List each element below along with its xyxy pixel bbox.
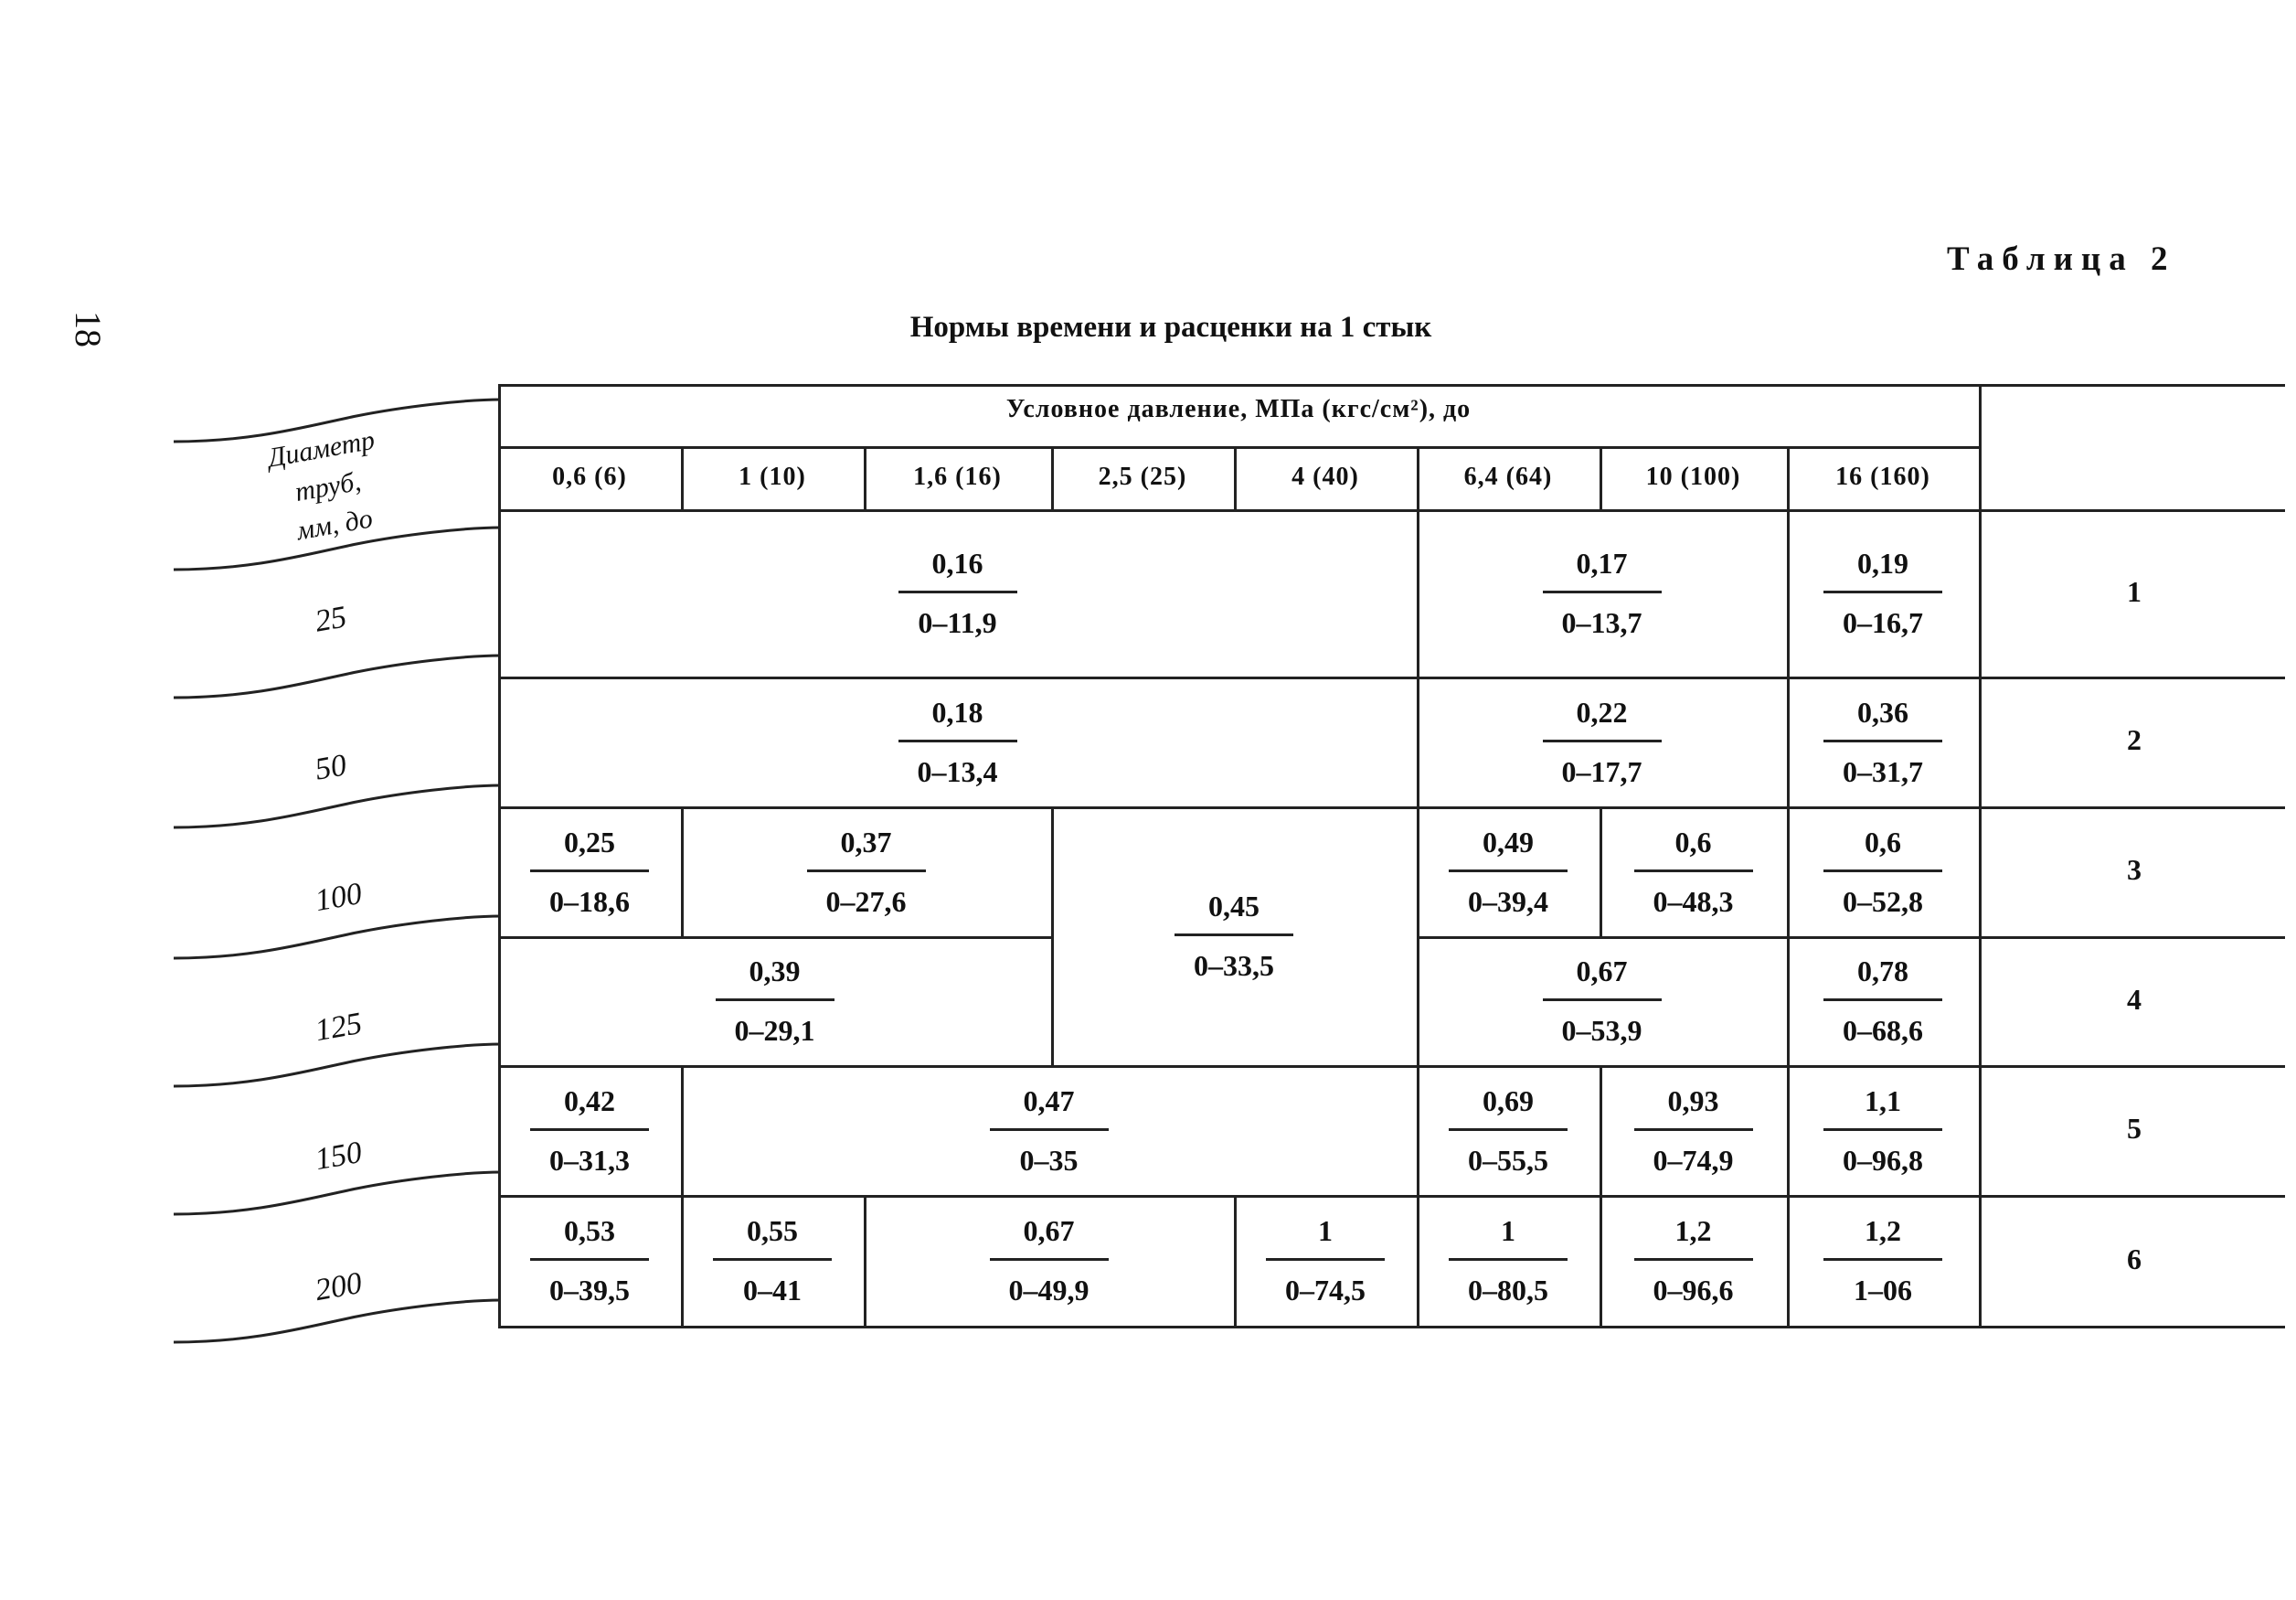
stub-header-line-3: мм, до: [294, 503, 376, 547]
norm-price-cell: [864, 1195, 1234, 1326]
norm-price-cell: [1051, 806, 1417, 1065]
time-norm: 0,17: [1576, 547, 1628, 580]
row-rule: [1979, 936, 2285, 939]
norm-price-cell: [681, 1195, 864, 1326]
fraction-bar: [1634, 1128, 1753, 1131]
norm-price-cell: [498, 1195, 681, 1326]
price-rate: 0–31,3: [549, 1143, 630, 1177]
price-rate: 0–52,8: [1843, 884, 1923, 918]
pressure-column-header: 16 (160): [1835, 463, 1930, 491]
row-number: 4: [2127, 982, 2142, 1016]
time-norm: 0,93: [1667, 1083, 1719, 1117]
table-bottom-rule: [498, 1326, 2285, 1328]
stub-header-line-2: труб,: [292, 465, 364, 508]
price-rate: 0–16,7: [1843, 606, 1923, 639]
price-rate: 0–96,8: [1843, 1143, 1923, 1177]
time-norm: 1: [1318, 1214, 1333, 1247]
stub-wave-line: [174, 656, 501, 698]
time-norm: 0,16: [931, 547, 983, 580]
fraction-bar: [1449, 1258, 1568, 1261]
price-rate: 0–53,9: [1561, 1014, 1642, 1047]
stub-wave-line: [174, 1172, 501, 1214]
diameter-label: 125: [313, 1006, 365, 1048]
diameter-label: 200: [313, 1265, 365, 1307]
price-rate: 0–27,6: [825, 884, 907, 918]
row-number: 5: [2127, 1112, 2142, 1145]
time-norm: 0,47: [1023, 1083, 1075, 1117]
fraction-bar: [716, 998, 834, 1001]
time-norm: 0,49: [1483, 825, 1534, 859]
price-rate: 0–33,5: [1194, 949, 1274, 982]
pressure-column-header: 4 (40): [1292, 463, 1359, 491]
norm-price-cell: [1787, 509, 1979, 677]
fraction-bar: [1543, 740, 1662, 742]
time-norm: 0,37: [840, 825, 892, 859]
page-number: 18: [68, 311, 109, 347]
time-norm: 0,19: [1857, 547, 1908, 580]
time-norm: 0,53: [564, 1214, 615, 1247]
price-rate: 0–48,3: [1653, 884, 1734, 918]
fraction-bar: [713, 1258, 832, 1261]
norm-price-cell: [1600, 1195, 1787, 1326]
price-rate: 0–39,5: [549, 1274, 630, 1307]
norm-price-cell: [1417, 806, 1600, 936]
fraction-bar: [1449, 1128, 1568, 1131]
fraction-bar: [1823, 1128, 1942, 1131]
pressure-column-header: 1 (10): [739, 463, 806, 491]
pressure-column-header: 10 (100): [1645, 463, 1741, 491]
price-rate: 0–13,7: [1561, 606, 1642, 639]
time-norm: 0,45: [1208, 890, 1260, 923]
pressure-column-header: 0,6 (6): [552, 463, 627, 491]
norm-price-cell: [1787, 1065, 1979, 1195]
price-rate: 0–35: [1019, 1143, 1079, 1177]
norm-price-cell: [1417, 936, 1787, 1065]
time-norm: 1,2: [1865, 1214, 1901, 1247]
row-number: 6: [2127, 1242, 2142, 1275]
time-norm: 0,78: [1857, 955, 1908, 987]
price-rate: 0–39,4: [1468, 884, 1548, 918]
fraction-bar: [1175, 933, 1293, 936]
diameter-label: 25: [312, 599, 349, 639]
row-number: 3: [2127, 853, 2142, 886]
norm-price-cell: [1787, 806, 1979, 936]
time-norm: 0,39: [749, 955, 801, 987]
table-label: Таблица 2: [1947, 240, 2176, 278]
price-rate: 0–29,1: [734, 1014, 815, 1047]
fraction-bar: [1266, 1258, 1385, 1261]
norm-price-cell: [1417, 1195, 1600, 1326]
price-rate: 0–55,5: [1468, 1143, 1548, 1177]
time-norm: 0,18: [931, 695, 983, 729]
time-norm: 0,67: [1576, 955, 1628, 987]
price-rate: 0–31,7: [1843, 754, 1923, 788]
norms-table: [498, 384, 2285, 1330]
norm-price-cell: [1787, 936, 1979, 1065]
norm-price-cell: [681, 806, 1051, 936]
stub-wave-line: [174, 1300, 501, 1342]
fraction-bar: [1543, 998, 1662, 1001]
fraction-bar: [990, 1128, 1109, 1131]
fraction-bar: [807, 869, 926, 872]
norm-price-cell: [498, 936, 1051, 1065]
time-norm: 0,42: [564, 1083, 615, 1117]
norm-price-cell: [1417, 677, 1787, 806]
pressure-column-header: 2,5 (25): [1098, 463, 1187, 491]
diameter-label: 150: [313, 1135, 365, 1178]
norm-price-cell: [498, 1065, 681, 1195]
fraction-bar: [1823, 869, 1942, 872]
price-rate: 0–13,4: [917, 754, 998, 788]
table-title: Нормы времени и расценки на 1 стык: [909, 311, 1432, 344]
price-rate: 0–11,9: [918, 606, 997, 639]
price-rate: 0–80,5: [1468, 1274, 1548, 1307]
price-rate: 0–96,6: [1653, 1274, 1734, 1307]
price-rate: 1–06: [1854, 1274, 1912, 1307]
fraction-bar: [1823, 998, 1942, 1001]
fraction-bar: [1823, 1258, 1942, 1261]
time-norm: 0,67: [1023, 1214, 1075, 1247]
diameter-label: 50: [312, 748, 349, 787]
fraction-bar: [1449, 869, 1568, 872]
fraction-bar: [530, 1128, 649, 1131]
price-rate: 0–17,7: [1561, 754, 1642, 788]
price-rate: 0–41: [743, 1274, 802, 1307]
norm-price-cell: [498, 509, 1417, 677]
fraction-bar: [1823, 591, 1942, 593]
norm-price-cell: [1600, 806, 1787, 936]
fraction-bar: [898, 740, 1017, 742]
fraction-bar: [1823, 740, 1942, 742]
time-norm: 0,22: [1576, 695, 1628, 729]
price-rate: 0–74,5: [1285, 1274, 1366, 1307]
pressure-header: Условное давление, МПа (кгс/см²), до: [1005, 395, 1472, 423]
diameter-label: 100: [313, 876, 365, 919]
row-number: 1: [2127, 574, 2142, 608]
fraction-bar: [1634, 1258, 1753, 1261]
norm-price-cell: [498, 806, 681, 936]
price-rate: 0–49,9: [1008, 1274, 1090, 1307]
time-norm: 0,36: [1857, 695, 1908, 729]
price-rate: 0–74,9: [1653, 1143, 1734, 1177]
fraction-bar: [1634, 869, 1753, 872]
norm-price-cell: [1600, 1065, 1787, 1195]
price-rate: 0–18,6: [549, 884, 630, 918]
subheader-rule: [498, 446, 1979, 449]
header-top-rule: [1979, 384, 2285, 387]
norm-price-cell: [1787, 677, 1979, 806]
norm-price-cell: [1417, 1065, 1600, 1195]
time-norm: 0,69: [1483, 1083, 1534, 1117]
stub-wave-line: [174, 916, 501, 958]
norm-price-cell: [498, 677, 1417, 806]
time-norm: 0,6: [1674, 825, 1712, 859]
fraction-bar: [898, 591, 1017, 593]
price-rate: 0–68,6: [1843, 1014, 1923, 1047]
pressure-column-header: 6,4 (64): [1463, 463, 1553, 491]
norm-price-cell: [1787, 1195, 1979, 1326]
norm-price-cell: [1234, 1195, 1417, 1326]
time-norm: 1,2: [1674, 1214, 1712, 1247]
time-norm: 0,25: [564, 825, 615, 859]
time-norm: 0,6: [1865, 825, 1901, 859]
right-border: [1979, 384, 1982, 1326]
stub-wave-line: [174, 1044, 501, 1086]
norm-price-cell: [681, 1065, 1417, 1195]
stub-header-line-1: Диаметр: [265, 424, 377, 474]
fraction-bar: [1543, 591, 1662, 593]
fraction-bar: [530, 1258, 649, 1261]
fraction-bar: [990, 1258, 1109, 1261]
row-number: 2: [2127, 723, 2142, 756]
pressure-column-header: 1,6 (16): [913, 463, 1002, 491]
stub-wave-line: [174, 785, 501, 827]
header-top-rule: [498, 384, 1979, 387]
time-norm: 1,1: [1865, 1083, 1901, 1117]
stub-header: [265, 421, 391, 554]
time-norm: 0,55: [747, 1214, 798, 1247]
time-norm: 1: [1501, 1214, 1515, 1247]
fraction-bar: [530, 869, 649, 872]
norm-price-cell: [1417, 509, 1787, 677]
